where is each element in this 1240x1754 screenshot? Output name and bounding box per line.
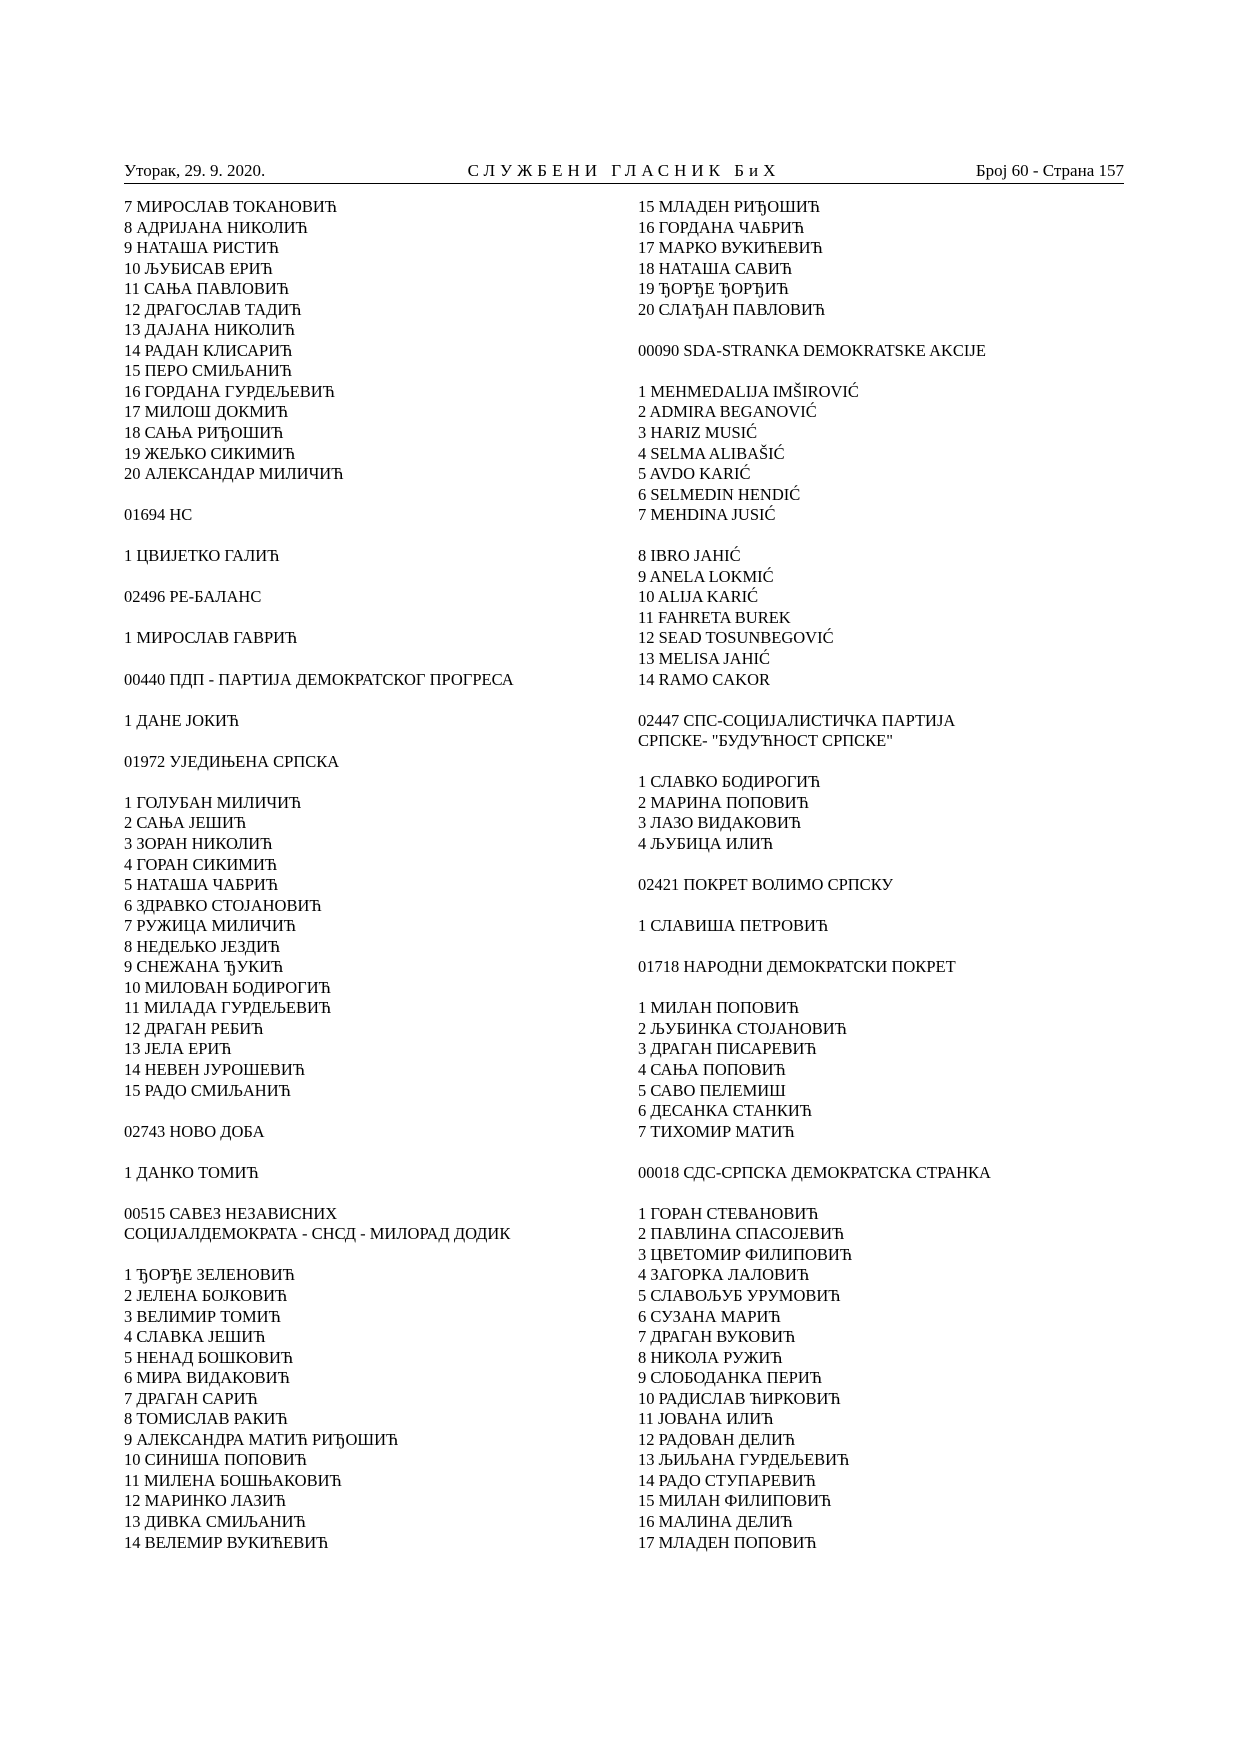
- list-item: 2 ADMIRA BEGANOVIĆ: [638, 402, 817, 422]
- list-item: 1 МИРОСЛАВ ГАВРИЋ: [124, 628, 298, 648]
- list-item: 16 МАЛИНА ДЕЛИЋ: [638, 1512, 793, 1531]
- list-item: 15 МИЛАН ФИЛИПОВИЋ: [638, 1491, 832, 1511]
- blank-line: [124, 690, 604, 711]
- blank-line: [124, 649, 604, 670]
- blank-line: [124, 1142, 604, 1163]
- list-item: 8 IBRO JAHIĆ: [638, 546, 741, 566]
- list-item: 3 ДРАГАН ПИСАРЕВИЋ: [638, 1039, 817, 1059]
- list-item: 10 ALIJA KARIĆ: [638, 587, 759, 607]
- list-item: 2 САЊА ЈЕШИЋ: [124, 813, 247, 833]
- list-item: 19 ЖЕЉКО СИКИМИЋ: [124, 443, 296, 463]
- list-item: 11 МИЛЕНА БОШЊАКОВИЋ: [124, 1470, 342, 1490]
- list-item: 8 ТОМИСЛАВ РАКИЋ: [124, 1409, 288, 1429]
- list-item: 13 MELISA JAHIĆ: [638, 649, 771, 669]
- list-item: 8 НИКОЛА РУЖИЋ: [638, 1347, 783, 1367]
- list-item: 9 НАТАША РИСТИЋ: [124, 238, 279, 258]
- list-item: 1 ДАНЕ ЈОКИЋ: [124, 710, 240, 730]
- list-item: 1 ДАНКО ТОМИЋ: [124, 1162, 259, 1182]
- list-item: 14 НЕВЕН ЈУРОШЕВИЋ: [124, 1059, 306, 1079]
- list-item: 6 ЗДРАВКО СТОЈАНОВИЋ: [124, 895, 322, 915]
- list-item: 12 РАДОВАН ДЕЛИЋ: [638, 1429, 796, 1449]
- blank-line: [124, 1101, 604, 1122]
- list-item: 2 ПАВЛИНА СПАСОЈЕВИЋ: [638, 1224, 845, 1244]
- list-item: 18 НАТАША САВИЋ: [638, 258, 793, 278]
- list-item: 1 MEHMEDALIJA IMŠIROVIĆ: [638, 381, 859, 401]
- list-item: 2 ЉУБИНКА СТОЈАНОВИЋ: [638, 1018, 847, 1038]
- list-item: 7 МИРОСЛАВ ТОКАНОВИЋ: [124, 197, 337, 216]
- blank-line: [638, 978, 1118, 999]
- list-item: 00090 SDA-STRANKA DEMOKRATSKE AKCIJE: [638, 340, 986, 360]
- list-item: 9 СЛОБОДАНКА ПЕРИЋ: [638, 1368, 822, 1388]
- blank-line: [638, 855, 1118, 876]
- list-item: 13 ЈЕЛА ЕРИЋ: [124, 1039, 232, 1059]
- list-item: 00440 ПДП - ПАРТИЈА ДЕМОКРАТСКОГ ПРОГРЕСА: [124, 669, 514, 689]
- list-item: 1 СЛАВКО БОДИРОГИЋ: [638, 772, 821, 792]
- list-item: 7 РУЖИЦА МИЛИЧИЋ: [124, 916, 297, 936]
- list-item: 14 ВЕЛЕМИР ВУКИЋЕВИЋ: [124, 1532, 329, 1552]
- blank-line: [638, 896, 1118, 917]
- list-item: 4 SELMA ALIBAŠIĆ: [638, 443, 785, 463]
- list-item: 13 ДИВКА СМИЉАНИЋ: [124, 1512, 306, 1531]
- list-item: 4 САЊА ПОПОВИЋ: [638, 1059, 786, 1079]
- list-item: 9 АЛЕКСАНДРА МАТИЋ РИЂОШИЋ: [124, 1429, 399, 1449]
- list-item: 3 HARIZ MUSIĆ: [638, 423, 758, 443]
- list-item: 6 ДЕСАНКА СТАНКИЋ: [638, 1101, 813, 1121]
- blank-line: [124, 608, 604, 629]
- list-item: 20 СЛАЂАН ПАВЛОВИЋ: [638, 299, 826, 319]
- list-item: СРПСКЕ- "БУДУЋНОСТ СРПСКЕ": [638, 731, 893, 751]
- list-item: 00515 САВЕЗ НЕЗАВИСНИХ: [124, 1203, 338, 1223]
- list-item: 1 ЦВИЈЕТКО ГАЛИЋ: [124, 546, 280, 566]
- list-item: 11 FAHRETA BUREK: [638, 607, 791, 627]
- blank-line: [638, 361, 1118, 382]
- list-item: 14 РАДАН КЛИСАРИЋ: [124, 340, 293, 360]
- list-item: 19 ЂОРЂЕ ЂОРЂИЋ: [638, 279, 789, 299]
- blank-line: [638, 752, 1118, 773]
- list-item: 16 ГОРДАНА ГУРДЕЉЕВИЋ: [124, 381, 335, 401]
- list-item: 12 ДРАГАН РЕБИЋ: [124, 1018, 264, 1038]
- blank-line: [638, 1142, 1118, 1163]
- header-page-number: Број 60 - Страна 157: [975, 161, 1124, 180]
- list-item: 12 SEAD TOSUNBEGOVIĆ: [638, 628, 834, 648]
- blank-line: [124, 526, 604, 547]
- list-item: 02447 СПС-СОЦИЈАЛИСТИЧКА ПАРТИЈА: [638, 710, 956, 730]
- list-item: 10 СИНИША ПОПОВИЋ: [124, 1450, 307, 1470]
- list-item: 01694 НС: [124, 505, 193, 525]
- list-item: 3 ЦВЕТОМИР ФИЛИПОВИЋ: [638, 1244, 853, 1264]
- list-item: 7 MEHDINA JUSIĆ: [638, 505, 776, 525]
- list-item: 5 НАТАША ЧАБРИЋ: [124, 875, 279, 895]
- list-item: 5 AVDO KARIĆ: [638, 464, 751, 484]
- list-item: 4 ЗАГОРКА ЛАЛОВИЋ: [638, 1265, 810, 1285]
- list-item: 00018 СДС-СРПСКА ДЕМОКРАТСКА СТРАНКА: [638, 1162, 991, 1182]
- list-item: 13 ЉИЉАНА ГУРДЕЉЕВИЋ: [638, 1450, 850, 1470]
- list-item: 14 RAMO CAKOR: [638, 669, 771, 689]
- list-item: 7 ТИХОМИР МАТИЋ: [638, 1121, 795, 1141]
- list-item: 5 СЛАВОЉУБ УРУМОВИЋ: [638, 1285, 841, 1305]
- blank-line: [638, 526, 1118, 547]
- list-item: 5 САВО ПЕЛЕМИШ: [638, 1080, 786, 1100]
- blank-line: [124, 772, 604, 793]
- list-item: 1 СЛАВИША ПЕТРОВИЋ: [638, 916, 829, 936]
- list-item: 2 МАРИНА ПОПОВИЋ: [638, 792, 809, 812]
- blank-line: [124, 485, 604, 506]
- blank-line: [124, 567, 604, 588]
- list-item: 3 ВЕЛИМИР ТОМИЋ: [124, 1306, 281, 1326]
- list-item: 11 САЊА ПАВЛОВИЋ: [124, 279, 290, 299]
- header-title: СЛУЖБЕНИ ГЛАСНИК БиХ: [467, 161, 781, 180]
- list-item: 01718 НАРОДНИ ДЕМОКРАТСКИ ПОКРЕТ: [638, 957, 956, 977]
- header-rule: [124, 183, 1124, 184]
- list-item: 17 МИЛОШ ДОКМИЋ: [124, 402, 289, 422]
- blank-line: [638, 937, 1118, 958]
- list-item: 8 АДРИЈАНА НИКОЛИЋ: [124, 217, 308, 237]
- list-item: 12 МАРИНКО ЛАЗИЋ: [124, 1491, 286, 1511]
- list-item: 15 ПЕРО СМИЉАНИЋ: [124, 361, 292, 381]
- list-item: 18 САЊА РИЂОШИЋ: [124, 423, 284, 443]
- list-item: 1 ГОРАН СТЕВАНОВИЋ: [638, 1203, 819, 1223]
- list-item: СОЦИЈАЛДЕМОКРАТА - СНСД - МИЛОРАД ДОДИК: [124, 1224, 511, 1244]
- list-item: 11 ЈОВАНА ИЛИЋ: [638, 1409, 774, 1429]
- list-item: 17 МЛАДЕН ПОПОВИЋ: [638, 1532, 817, 1552]
- right-column: [638, 197, 1118, 1553]
- list-item: 02743 НОВО ДОБА: [124, 1121, 265, 1141]
- list-item: 9 СНЕЖАНА ЂУКИЋ: [124, 957, 284, 977]
- list-item: 01972 УЈЕДИЊЕНА СРПСКА: [124, 751, 340, 771]
- blank-line: [124, 731, 604, 752]
- list-item: 10 МИЛОВАН БОДИРОГИЋ: [124, 977, 331, 997]
- list-item: 15 МЛАДЕН РИЂОШИЋ: [638, 197, 820, 216]
- header-date: Уторак, 29. 9. 2020.: [124, 161, 266, 180]
- list-item: 20 АЛЕКСАНДАР МИЛИЧИЋ: [124, 464, 344, 484]
- list-item: 11 МИЛАДА ГУРДЕЉЕВИЋ: [124, 998, 332, 1018]
- list-item: 3 ЛАЗО ВИДАКОВИЋ: [638, 813, 802, 833]
- list-item: 4 СЛАВКА ЈЕШИЋ: [124, 1327, 266, 1347]
- page-header: [124, 160, 1124, 184]
- blank-line: [638, 690, 1118, 711]
- list-item: 4 ГОРАН СИКИМИЋ: [124, 854, 278, 874]
- list-item: 3 ЗОРАН НИКОЛИЋ: [124, 833, 273, 853]
- list-item: 14 РАДО СТУПАРЕВИЋ: [638, 1470, 816, 1490]
- blank-line: [124, 1245, 604, 1266]
- blank-line: [638, 1183, 1118, 1204]
- list-item: 4 ЉУБИЦА ИЛИЋ: [638, 833, 774, 853]
- list-item: 16 ГОРДАНА ЧАБРИЋ: [638, 217, 805, 237]
- list-item: 6 SELMEDIN HENDIĆ: [638, 484, 801, 504]
- list-item: 12 ДРАГОСЛАВ ТАДИЋ: [124, 299, 302, 319]
- list-item: 02421 ПОКРЕТ ВОЛИМО СРПСКУ: [638, 875, 894, 895]
- list-item: 7 ДРАГАН ВУКОВИЋ: [638, 1327, 796, 1347]
- list-item: 7 ДРАГАН САРИЋ: [124, 1388, 258, 1408]
- list-item: 2 ЈЕЛЕНА БОЈКОВИЋ: [124, 1285, 288, 1305]
- blank-line: [638, 320, 1118, 341]
- list-item: 1 ГОЛУБАН МИЛИЧИЋ: [124, 792, 302, 812]
- list-item: 8 НЕДЕЉКО ЈЕЗДИЋ: [124, 936, 281, 956]
- list-item: 6 МИРА ВИДАКОВИЋ: [124, 1368, 290, 1388]
- list-item: 9 ANELA LOKMIĆ: [638, 566, 774, 586]
- list-item: 15 РАДО СМИЉАНИЋ: [124, 1080, 291, 1100]
- list-item: 10 ЉУБИСАВ ЕРИЋ: [124, 258, 273, 278]
- list-item: 13 ДАЈАНА НИКОЛИЋ: [124, 320, 295, 340]
- blank-line: [124, 1183, 604, 1204]
- list-item: 10 РАДИСЛАВ ЋИРКОВИЋ: [638, 1388, 841, 1408]
- list-item: 6 СУЗАНА МАРИЋ: [638, 1306, 781, 1326]
- list-item: 1 МИЛАН ПОПОВИЋ: [638, 998, 799, 1018]
- list-item: 17 МАРКО ВУКИЋЕВИЋ: [638, 238, 823, 258]
- list-item: 5 НЕНАД БОШКОВИЋ: [124, 1347, 294, 1367]
- list-item: 1 ЂОРЂЕ ЗЕЛЕНОВИЋ: [124, 1265, 295, 1285]
- left-column: [124, 197, 604, 1553]
- list-item: 02496 РЕ-БАЛАНС: [124, 587, 262, 607]
